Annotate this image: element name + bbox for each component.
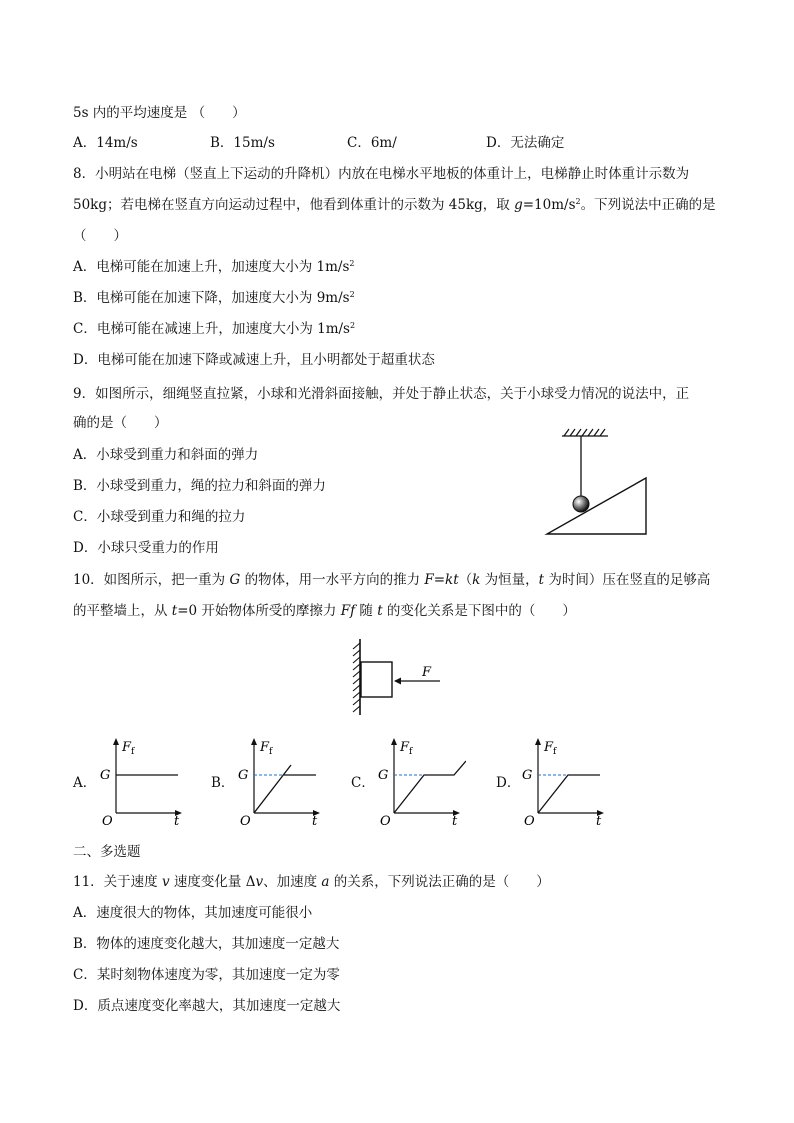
q9-stem-line1: 9．如图所示，细绳竖直拉紧，小球和光滑斜面接触，并处于静止状态，关于小球受力情况的说法中，正 (73, 386, 690, 402)
x-axis-label: t (596, 814, 602, 827)
section-heading: 二、多选题 (73, 844, 141, 860)
level-label: G (522, 768, 533, 783)
incline (547, 478, 646, 534)
y-arrowhead (391, 738, 397, 745)
q11-option-c: C．某时刻物体速度为零，其加速度一定为零 (73, 967, 340, 983)
graph-c-label: C． (351, 775, 375, 791)
q8-stem-line3: （ ） (73, 228, 127, 244)
q10-wall-figure (345, 637, 445, 717)
graph-a (96, 735, 188, 827)
friction-curve (394, 761, 466, 813)
x-axis-label: t (312, 814, 318, 827)
q8-option-c: C．电梯可能在减速上升，加速度大小为 $1m/s^2$ (73, 321, 356, 337)
q9-stem-line2: 确的是（ ） (73, 415, 168, 431)
block (361, 662, 392, 697)
ball (573, 496, 589, 512)
q7-option-a: A．14m/s (73, 135, 138, 151)
y-axis-label: $F_f$ (400, 740, 413, 757)
q11-option-d: D．质点速度变化率越大，其加速度一定越大 (73, 998, 341, 1014)
friction-curve (538, 775, 600, 813)
q9-option-d: D．小球只受重力的作用 (73, 540, 219, 556)
x-axis-label: t (174, 814, 180, 827)
q7-option-d: D．无法确定 (486, 135, 565, 151)
y-arrowhead (251, 738, 257, 745)
q7-option-c: C．6m/ (347, 135, 397, 151)
graph-c (374, 735, 466, 827)
x-axis-label: t (452, 814, 458, 827)
q10-stem-line2: 的平整墙上，从 t=0 开始物体所受的摩擦力 Ff 随 t 的变化关系是下图中的（ ） (73, 603, 576, 619)
q9-figure (540, 428, 655, 540)
q7-option-b: B．15m/s (210, 135, 275, 151)
friction-curve (254, 765, 291, 813)
q9-option-b: B．小球受到重力，绳的拉力和斜面的弹力 (73, 478, 326, 494)
graph-a-label: A． (73, 775, 97, 791)
q9-option-c: C．小球受到重力和绳的拉力 (73, 509, 246, 525)
ceiling-hatch (562, 429, 608, 436)
graph-d (518, 735, 610, 827)
level-label: G (378, 768, 389, 783)
graph-b-label: B． (211, 775, 235, 791)
wall-hatch (353, 643, 360, 712)
q11-stem: 11．关于速度 v 速度变化量 Δv、加速度 a 的关系，下列说法正确的是（ ） (73, 874, 550, 890)
y-axis-label: $F_f$ (122, 740, 135, 757)
graph-d-label: D． (496, 775, 521, 791)
q8-option-d: D．电梯可能在加速下降或减速上升，且小明都处于超重状态 (73, 352, 435, 368)
origin-label: O (524, 814, 535, 827)
origin-label: O (102, 814, 113, 827)
q9-option-a: A．小球受到重力和斜面的弹力 (73, 447, 259, 463)
q8-stem-line1: 8．小明站在电梯（竖直上下运动的升降机）内放在电梯水平地板的体重计上，电梯静止时体重计示数为 (73, 166, 690, 182)
y-axis-label: $F_f$ (260, 740, 273, 757)
y-arrowhead (113, 738, 119, 745)
q8-stem-line2: 50kg；若电梯在竖直方向运动过程中，他看到体重计的示数为 45kg，取 $g=10m/s^2$。下列说法中正确的是 (73, 197, 716, 213)
y-arrowhead (535, 738, 541, 745)
level-label: G (238, 768, 249, 783)
q11-option-b: B．物体的速度变化越大，其加速度一定越大 (73, 936, 340, 952)
force-arrowhead (394, 678, 401, 685)
origin-label: O (240, 814, 251, 827)
origin-label: O (380, 814, 391, 827)
y-axis-label: $F_f$ (544, 740, 557, 757)
q10-stem-line1: 10．如图所示，把一重为 G 的物体，用一水平方向的推力 F=kt（k 为恒量，t 为时间）压在竖直的足够高 (73, 572, 711, 588)
graph-b (234, 735, 326, 827)
level-label: G (100, 768, 111, 783)
q8-option-a: A．电梯可能在加速上升，加速度大小为 $1m/s^2$ (73, 259, 355, 275)
q11-option-a: A．速度很大的物体，其加速度可能很小 (73, 905, 313, 921)
q8-option-b: B．电梯可能在加速下降，加速度大小为 $9m/s^2$ (73, 290, 355, 306)
force-label: F (422, 665, 432, 680)
q7-stem: 5s 内的平均速度是 （ ） (73, 105, 246, 121)
